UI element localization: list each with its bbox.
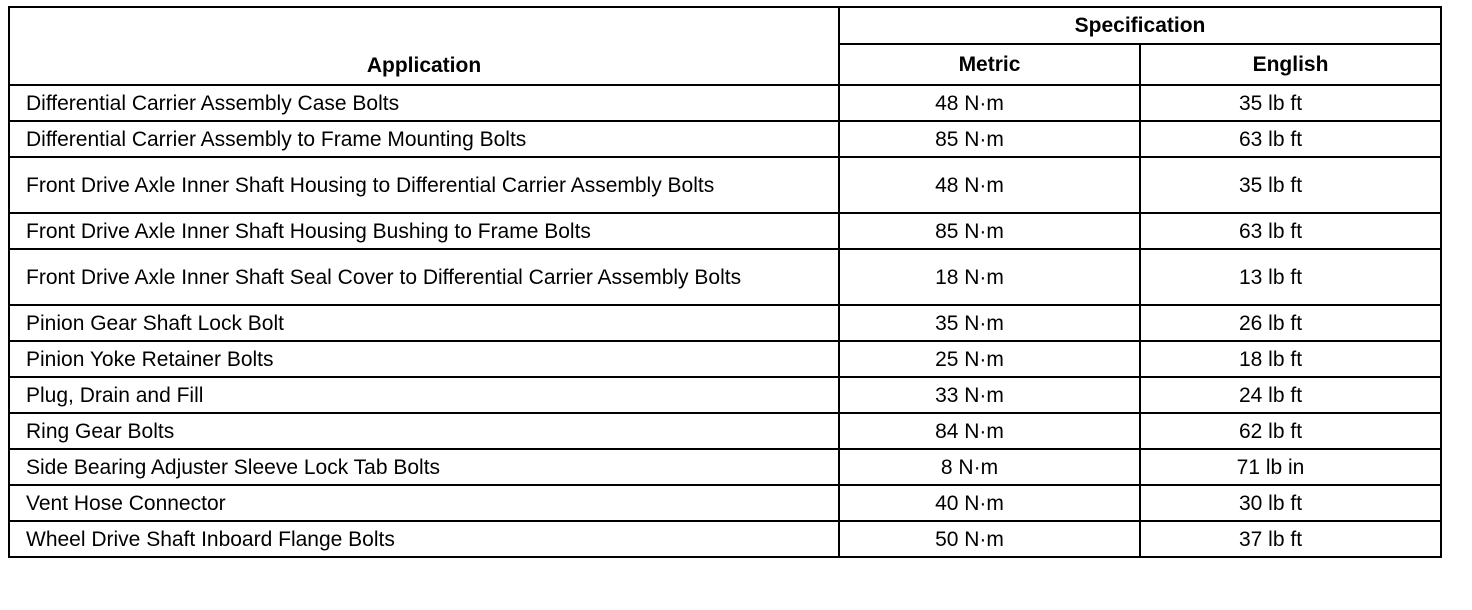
table-row: [9, 249, 1441, 305]
english-cell: 62 lb ft: [1140, 413, 1441, 449]
metric-cell: 35 N·m: [839, 305, 1140, 341]
header-row-top: [9, 7, 1441, 44]
english-cell: 30 lb ft: [1140, 485, 1441, 521]
metric-cell: 8 N·m: [839, 449, 1140, 485]
metric-cell: 48 N·m: [839, 85, 1140, 121]
english-header: English: [1140, 44, 1441, 85]
application-cell: Pinion Gear Shaft Lock Bolt: [9, 305, 839, 341]
english-cell: 63 lb ft: [1140, 213, 1441, 249]
english-cell: 24 lb ft: [1140, 377, 1441, 413]
english-cell: 18 lb ft: [1140, 341, 1441, 377]
english-cell: 26 lb ft: [1140, 305, 1441, 341]
table-row: [9, 121, 1441, 157]
application-cell: Differential Carrier Assembly to Frame Mounting Bolts: [9, 121, 839, 157]
table-row: [9, 213, 1441, 249]
table-row: [9, 85, 1441, 121]
application-cell: Differential Carrier Assembly Case Bolts: [9, 85, 839, 121]
application-cell: Vent Hose Connector: [9, 485, 839, 521]
application-cell: Wheel Drive Shaft Inboard Flange Bolts: [9, 521, 839, 557]
application-cell: Front Drive Axle Inner Shaft Seal Cover to Differential Carrier Assembly Bolts: [9, 249, 839, 305]
metric-cell: 18 N·m: [839, 249, 1140, 305]
application-cell: Plug, Drain and Fill: [9, 377, 839, 413]
table-row: [9, 449, 1441, 485]
metric-cell: 85 N·m: [839, 213, 1140, 249]
metric-cell: 84 N·m: [839, 413, 1140, 449]
metric-cell: 25 N·m: [839, 341, 1140, 377]
table-row: [9, 413, 1441, 449]
table-row: [9, 341, 1441, 377]
english-cell: 37 lb ft: [1140, 521, 1441, 557]
metric-cell: 50 N·m: [839, 521, 1140, 557]
application-cell: Side Bearing Adjuster Sleeve Lock Tab Bolts: [9, 449, 839, 485]
metric-header: Metric: [839, 44, 1140, 85]
application-cell: Pinion Yoke Retainer Bolts: [9, 341, 839, 377]
table-row: [9, 521, 1441, 557]
english-cell: 35 lb ft: [1140, 85, 1441, 121]
english-cell: 13 lb ft: [1140, 249, 1441, 305]
application-header: Application: [9, 7, 839, 85]
metric-cell: 48 N·m: [839, 157, 1140, 213]
table-row: [9, 377, 1441, 413]
english-cell: 63 lb ft: [1140, 121, 1441, 157]
application-cell: Front Drive Axle Inner Shaft Housing Bushing to Frame Bolts: [9, 213, 839, 249]
specification-header: Specification: [839, 7, 1441, 44]
metric-cell: 85 N·m: [839, 121, 1140, 157]
metric-cell: 33 N·m: [839, 377, 1140, 413]
fastener-spec-table: [8, 6, 1442, 558]
table-row: [9, 485, 1441, 521]
english-cell: 35 lb ft: [1140, 157, 1441, 213]
application-cell: Ring Gear Bolts: [9, 413, 839, 449]
english-cell: 71 lb in: [1140, 449, 1441, 485]
application-cell: Front Drive Axle Inner Shaft Housing to Differential Carrier Assembly Bolts: [9, 157, 839, 213]
metric-cell: 40 N·m: [839, 485, 1140, 521]
table-row: [9, 157, 1441, 213]
table-row: [9, 305, 1441, 341]
